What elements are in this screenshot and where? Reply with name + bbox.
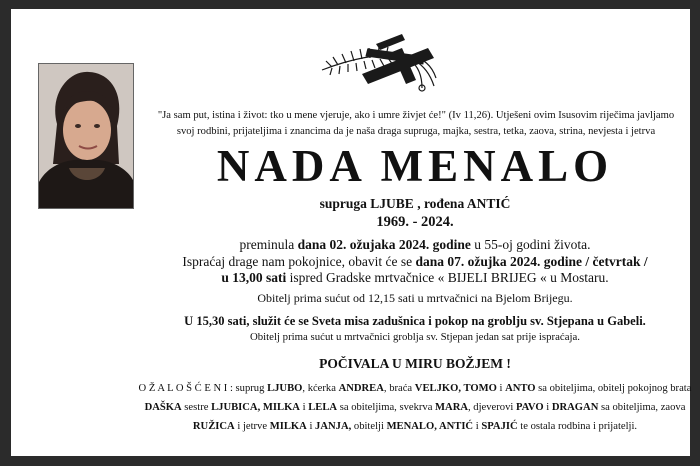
condolence-line-2: Obitelj prima sućut u mrtvačnici groblja sv. Stjepan jedan sat prije ispraćaja. xyxy=(249,331,580,343)
death-line: preminula dana 02. ožujaka 2024. godine u 55-oj godini života. xyxy=(239,237,591,252)
portrait-photo xyxy=(38,63,134,209)
deceased-name: NADA MENALO xyxy=(216,141,614,191)
condolence-line-1: Obitelj prima sućut od 12,15 sati u mrtvačnici na Bjelom Brijegu. xyxy=(257,291,573,305)
scripture-announcement xyxy=(136,108,696,140)
rest-in-peace: POČIVALA U MIRU BOŽJEM ! xyxy=(319,356,511,371)
cross-with-palm-icon xyxy=(318,30,443,94)
funeral-line-2: u 13,00 sati ispred Gradske mrtvačnice « BIJELI BRIJEG « u Mostaru. xyxy=(221,270,609,285)
quote-line-2: svoj rodbini, prijateljima i znancima da je naša draga supruga, majka, sestra, tetka, zaova, strina, nevjesta i jetrva xyxy=(176,126,656,137)
death-and-funeral xyxy=(130,237,700,287)
funeral-line-1: Ispraćaj drage nam pokojnice, obavit će se dana 07. ožujka 2024. godine / četvrtak / xyxy=(182,253,648,269)
life-years: 1969. - 2024. xyxy=(376,214,454,230)
mourners-list xyxy=(130,379,700,436)
mourners-line-2: DAŠKA sestre LJUBICA, MILKA i LELA sa obiteljima, svekrva MARA, djeverovi PAVO i DRAGAN sa obiteljima, zaova xyxy=(144,402,686,413)
quote-line-1: "Ja sam put, istina i život: tko u mene vjeruje, ako i umre živjet će!" (Iv 11,26). Utješeni ovim Isusovim riječima javljamo xyxy=(157,110,675,121)
mourners-line-1: O Ž A L O Š Ć E N I : suprug LJUBO, kćerka ANDREA, braća VELJKO, TOMO i ANTO sa obiteljima, obitelj pokojnog brata xyxy=(138,383,692,394)
mourners-line-3: RUŽICA i jetrve MILKA i JANJA, obitelji MENALO, ANTIĆ i SPAJIĆ te ostala rodbina i prijatelji. xyxy=(192,421,638,432)
spouse-line: supruga LJUBE , rođena ANTIĆ xyxy=(319,196,511,211)
mass-line: U 15,30 sati, služit će se Sveta misa zadušnica i pokop na groblju sv. Stjepana u Gabeli. xyxy=(184,314,646,328)
